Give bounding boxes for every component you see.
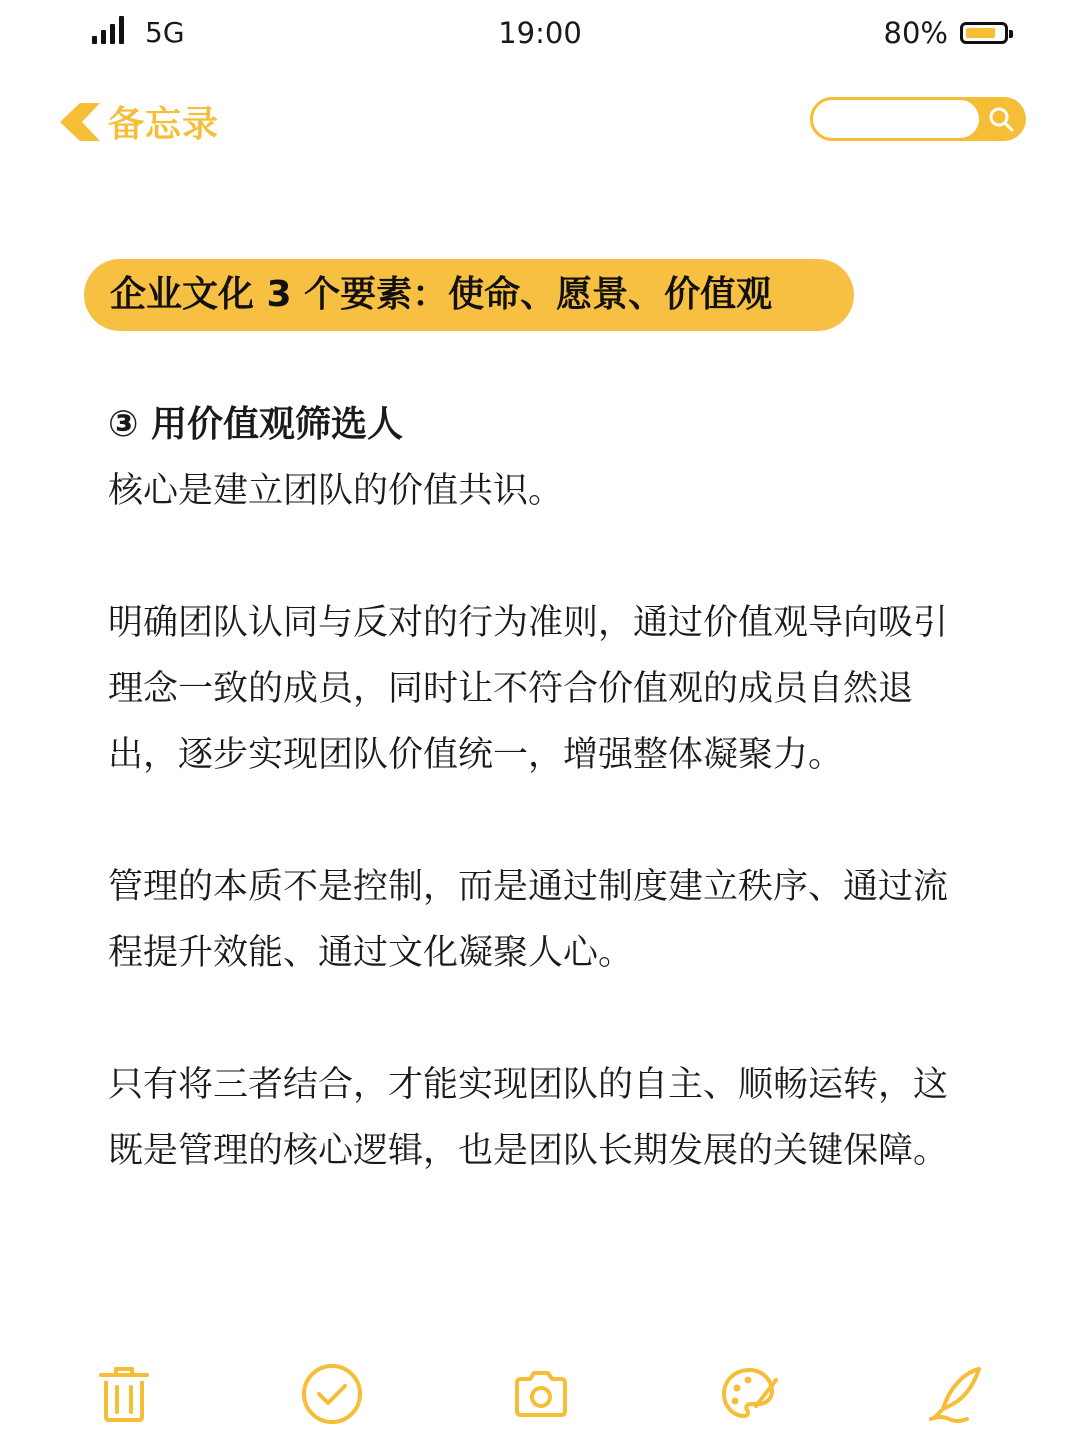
back-button[interactable] — [56, 96, 219, 147]
note-body[interactable] — [108, 392, 968, 1184]
battery-percent: 80% — [883, 16, 948, 50]
note-title: 企业文化 3 个要素：使命、愿景、价值观 — [84, 259, 854, 331]
pen-icon — [927, 1365, 989, 1423]
camera-button[interactable] — [503, 1356, 579, 1432]
chevron-left-icon — [56, 101, 102, 143]
status-time: 19:00 — [498, 16, 582, 50]
back-label: 备忘录 — [108, 104, 220, 145]
network-type: 5G — [145, 16, 185, 49]
handwriting-button[interactable] — [920, 1356, 996, 1432]
camera-icon — [513, 1369, 569, 1419]
search-input[interactable] — [829, 100, 973, 138]
trash-icon — [97, 1365, 151, 1423]
paragraph: 明确团队认同与反对的行为准则，通过价值观导向吸引理念一致的成员，同时让不符合价值观的成员自然退出，逐步实现团队价值统一，增强整体凝聚力。 — [108, 603, 949, 775]
search-field — [810, 97, 982, 141]
paragraph: 核心是建立团队的价值共识。 — [108, 471, 564, 511]
checklist-button[interactable] — [294, 1356, 370, 1432]
status-bar — [0, 0, 1080, 70]
theme-button[interactable] — [712, 1356, 788, 1432]
search-icon — [988, 106, 1014, 132]
paragraph: 只有将三者结合，才能实现团队的自主、顺畅运转，这既是管理的核心逻辑，也是团队长期发展的关键保障。 — [108, 1065, 949, 1171]
battery-icon — [960, 22, 1008, 44]
search-bar — [810, 97, 1026, 141]
paragraph: 管理的本质不是控制，而是通过制度建立秩序、通过流程提升效能、通过文化凝聚人心。 — [108, 867, 949, 973]
section-heading: ③ 用价值观筛选人 — [108, 404, 404, 445]
checklist-icon — [301, 1363, 363, 1425]
bottom-toolbar — [0, 1356, 1080, 1432]
delete-button[interactable] — [86, 1356, 162, 1432]
palette-icon — [720, 1366, 780, 1422]
